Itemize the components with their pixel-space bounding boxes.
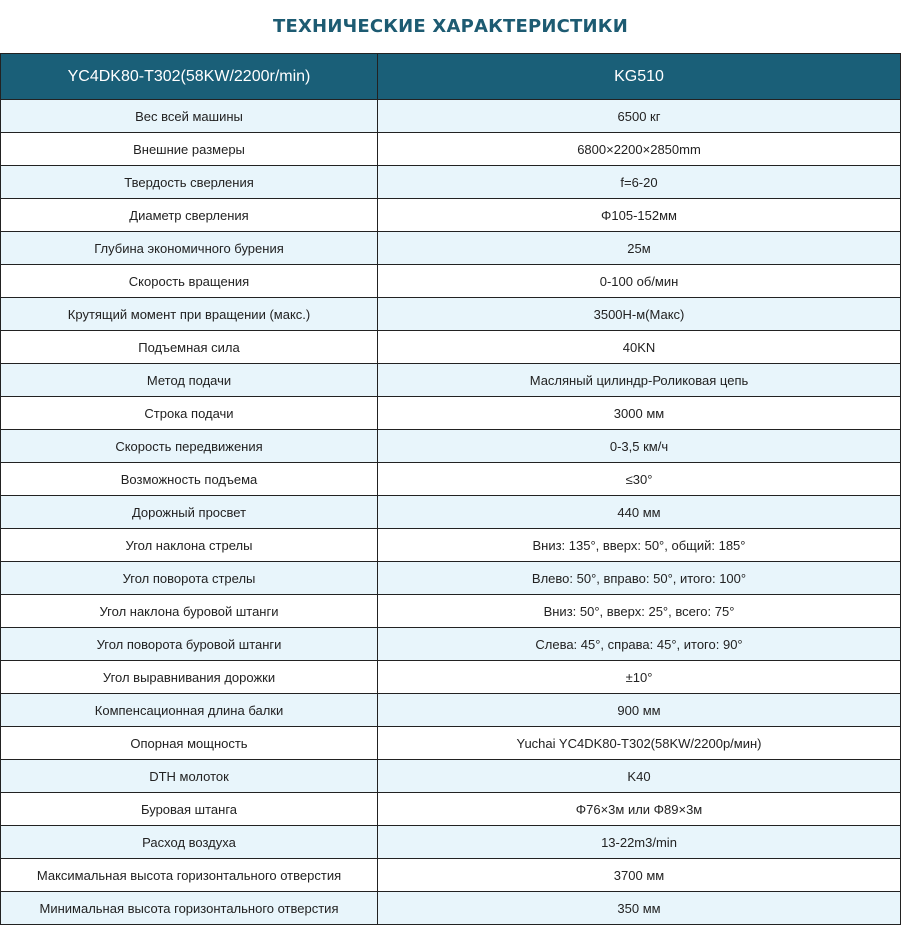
spec-label: Минимальная высота горизонтального отверстия [1,892,378,925]
spec-label: Скорость передвижения [1,430,378,463]
table-row [1,892,901,925]
spec-value: 0-100 об/мин [378,265,901,298]
spec-value: 3000 мм [378,397,901,430]
spec-value: Вниз: 135°, вверх: 50°, общий: 185° [378,529,901,562]
spec-value: Вниз: 50°, вверх: 25°, всего: 75° [378,595,901,628]
table-row [1,595,901,628]
spec-value: 900 мм [378,694,901,727]
header-engine-model: YC4DK80-T302(58KW/2200r/min) [1,54,378,100]
spec-value: Yuchai YC4DK80-T302(58KW/2200р/мин) [378,727,901,760]
spec-label: Твердость сверления [1,166,378,199]
table-row [1,133,901,166]
spec-label: Компенсационная длина балки [1,694,378,727]
table-row [1,298,901,331]
spec-label: Угол поворота стрелы [1,562,378,595]
spec-label: Вес всей машины [1,100,378,133]
table-row [1,364,901,397]
spec-value: Масляный цилиндр-Роликовая цепь [378,364,901,397]
table-row [1,199,901,232]
spec-label: Скорость вращения [1,265,378,298]
spec-value: ≤30° [378,463,901,496]
table-row [1,265,901,298]
table-row [1,727,901,760]
spec-table [0,53,901,925]
spec-value: 440 мм [378,496,901,529]
spec-value: 350 мм [378,892,901,925]
spec-label: Расход воздуха [1,826,378,859]
spec-label: Крутящий момент при вращении (макс.) [1,298,378,331]
spec-value: 25м [378,232,901,265]
spec-value: 6500 кг [378,100,901,133]
spec-label: DTH молоток [1,760,378,793]
spec-label: Возможность подъема [1,463,378,496]
table-row [1,562,901,595]
spec-label: Диаметр сверления [1,199,378,232]
spec-value: 40KN [378,331,901,364]
spec-value: f=6-20 [378,166,901,199]
table-row [1,100,901,133]
table-row [1,397,901,430]
spec-value: ±10° [378,661,901,694]
page-title: ТЕХНИЧЕСКИЕ ХАРАКТЕРИСТИКИ [273,16,628,37]
spec-label: Угол наклона стрелы [1,529,378,562]
spec-label: Буровая штанга [1,793,378,826]
spec-label: Метод подачи [1,364,378,397]
table-row [1,331,901,364]
table-row [1,496,901,529]
table-row [1,232,901,265]
table-row [1,661,901,694]
spec-label: Глубина экономичного бурения [1,232,378,265]
table-row [1,760,901,793]
spec-label: Дорожный просвет [1,496,378,529]
table-row [1,430,901,463]
spec-value: K40 [378,760,901,793]
table-row [1,529,901,562]
spec-value: Φ105-152мм [378,199,901,232]
table-row [1,628,901,661]
spec-label: Опорная мощность [1,727,378,760]
table-row [1,694,901,727]
spec-value: 3700 мм [378,859,901,892]
spec-value: 13-22m3/min [378,826,901,859]
spec-label: Максимальная высота горизонтального отверстия [1,859,378,892]
header-machine-model: KG510 [378,54,901,100]
spec-label: Угол наклона буровой штанги [1,595,378,628]
spec-value: 3500Н-м(Макс) [378,298,901,331]
table-header-row [1,54,901,100]
spec-label: Подъемная сила [1,331,378,364]
spec-value: Слева: 45°, справа: 45°, итого: 90° [378,628,901,661]
spec-value: Влево: 50°, вправо: 50°, итого: 100° [378,562,901,595]
spec-table-body [1,100,901,925]
spec-label: Внешние размеры [1,133,378,166]
spec-label: Угол поворота буровой штанги [1,628,378,661]
table-row [1,166,901,199]
spec-value: 6800×2200×2850mm [378,133,901,166]
table-row [1,793,901,826]
spec-value: Φ76×3м или Φ89×3м [378,793,901,826]
spec-label: Угол выравнивания дорожки [1,661,378,694]
table-row [1,463,901,496]
spec-value: 0-3,5 км/ч [378,430,901,463]
spec-label: Строка подачи [1,397,378,430]
table-row [1,859,901,892]
table-row [1,826,901,859]
